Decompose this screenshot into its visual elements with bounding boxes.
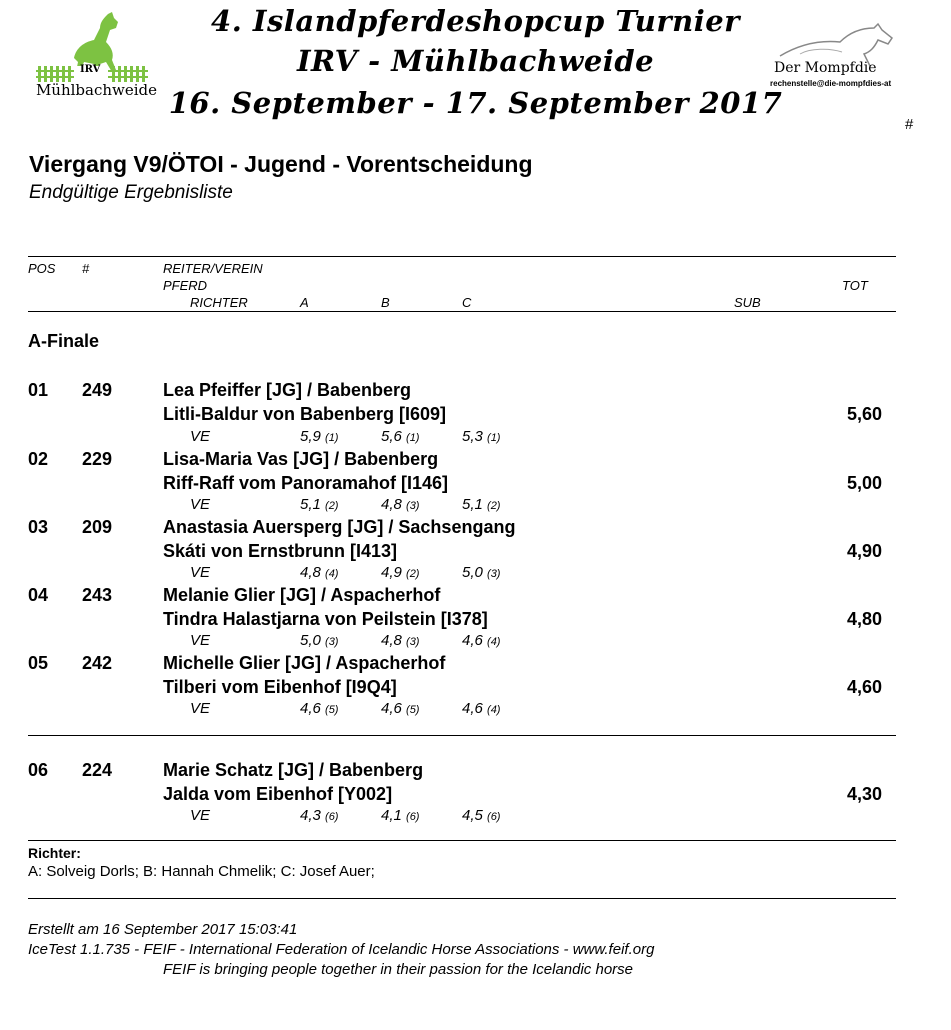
score-b: 4,8 (3) <box>381 496 420 513</box>
logo-right-name: Der Mompfdie <box>774 60 877 76</box>
result-total: 5,60 <box>846 404 882 424</box>
result-rider: Michelle Glier [JG] / Aspacherhof <box>163 653 446 673</box>
result-pos: 04 <box>28 585 49 605</box>
col-rider: REITER/VEREIN <box>163 261 263 276</box>
divider <box>28 735 896 736</box>
result-horse: Litli-Baldur von Babenberg [I609] <box>163 404 447 424</box>
judges-names: A: Solveig Dorls; B: Hannah Chmelik; C: Josef Auer; <box>28 863 375 880</box>
event-subtitle: Endgültige Ergebnisliste <box>29 182 233 203</box>
result-pos: 06 <box>28 760 49 780</box>
score-c: 4,6 (4) <box>462 700 501 717</box>
col-c: C <box>462 295 472 310</box>
score-b: 5,6 (1) <box>381 428 420 445</box>
result-rider: Anastasia Auersperg [JG] / Sachsengang <box>163 517 516 537</box>
header-line-2: IRV - Mühlbachweide <box>296 44 655 78</box>
result-horse: Riff-Raff vom Panoramahof [I146] <box>163 473 449 493</box>
result-pos: 02 <box>28 449 49 469</box>
result-pos: 05 <box>28 653 49 673</box>
result-rider: Melanie Glier [JG] / Aspacherhof <box>163 585 441 605</box>
result-pos: 01 <box>28 380 49 400</box>
score-a: 5,1 (2) <box>300 496 339 513</box>
col-horse: PFERD <box>163 278 208 293</box>
result-rider: Lisa-Maria Vas [JG] / Babenberg <box>163 449 439 469</box>
header-line-1: 4. Islandpferdeshopcup Turnier <box>211 4 740 38</box>
col-judge: RICHTER <box>190 295 248 310</box>
result-total: 4,90 <box>846 541 882 561</box>
col-a: A <box>300 295 309 310</box>
logo-right-email: rechenstelle@die-mompfdies-at <box>770 79 892 88</box>
score-c: 5,3 (1) <box>462 428 501 445</box>
result-pos: 03 <box>28 517 49 537</box>
result-rider: Lea Pfeiffer [JG] / Babenberg <box>163 380 412 400</box>
col-num: # <box>82 261 90 276</box>
score-b: 4,1 (6) <box>381 807 420 824</box>
result-horse: Skáti von Ernstbrunn [I413] <box>163 541 398 561</box>
divider <box>28 840 896 841</box>
divider <box>28 256 896 257</box>
score-a: 4,8 (4) <box>300 564 339 581</box>
score-a: 4,3 (6) <box>300 807 339 824</box>
score-c: 5,1 (2) <box>462 496 501 513</box>
result-total: 5,00 <box>846 473 882 493</box>
score-a: 5,0 (3) <box>300 632 339 649</box>
result-judge: VE <box>190 632 211 649</box>
score-c: 4,5 (6) <box>462 807 501 824</box>
result-horse: Tilberi vom Eibenhof [I9Q4] <box>163 677 397 697</box>
result-horse: Tindra Halastjarna von Peilstein [I378] <box>163 609 488 629</box>
result-horse: Jalda vom Eibenhof [Y002] <box>163 784 393 804</box>
result-total: 4,30 <box>846 784 882 804</box>
result-num: 209 <box>82 517 113 537</box>
score-a: 5,9 (1) <box>300 428 339 445</box>
header-line-3: 16. September - 17. September 2017 <box>168 86 783 120</box>
score-c: 4,6 (4) <box>462 632 501 649</box>
col-tot: TOT <box>842 278 868 293</box>
hash-mark: # <box>905 116 914 133</box>
col-b: B <box>381 295 390 310</box>
result-judge: VE <box>190 496 211 513</box>
result-judge: VE <box>190 700 211 717</box>
judges-label: Richter: <box>28 845 81 861</box>
result-judge: VE <box>190 807 211 824</box>
result-rider: Marie Schatz [JG] / Babenberg <box>163 760 424 780</box>
result-judge: VE <box>190 428 211 445</box>
score-b: 4,9 (2) <box>381 564 420 581</box>
feif-slogan: FEIF is bringing people together in their passion for the Icelandic horse <box>163 961 633 978</box>
logo-badge-text: IRV <box>80 64 101 75</box>
event-title: Viergang V9/ÖTOI - Jugend - Vorentscheidung <box>29 151 533 177</box>
result-judge: VE <box>190 564 211 581</box>
col-sub: SUB <box>734 295 761 310</box>
col-pos: POS <box>28 261 56 276</box>
section-title: A-Finale <box>28 331 100 351</box>
divider <box>28 311 896 312</box>
result-num: 243 <box>82 585 113 605</box>
score-c: 5,0 (3) <box>462 564 501 581</box>
logo-name-text: Mühlbachweide <box>35 81 158 99</box>
result-total: 4,80 <box>846 609 882 629</box>
result-num: 229 <box>82 449 113 469</box>
score-b: 4,6 (5) <box>381 700 420 717</box>
created-timestamp: Erstellt am 16 September 2017 15:03:41 <box>28 921 298 938</box>
result-num: 242 <box>82 653 113 673</box>
result-total: 4,60 <box>846 677 882 697</box>
result-num: 249 <box>82 380 113 400</box>
score-b: 4,8 (3) <box>381 632 420 649</box>
software-credit: IceTest 1.1.735 - FEIF - International Federation of Icelandic Horse Associations - www.feif.org <box>28 941 655 958</box>
result-num: 224 <box>82 760 113 780</box>
score-a: 4,6 (5) <box>300 700 339 717</box>
divider <box>28 898 896 899</box>
